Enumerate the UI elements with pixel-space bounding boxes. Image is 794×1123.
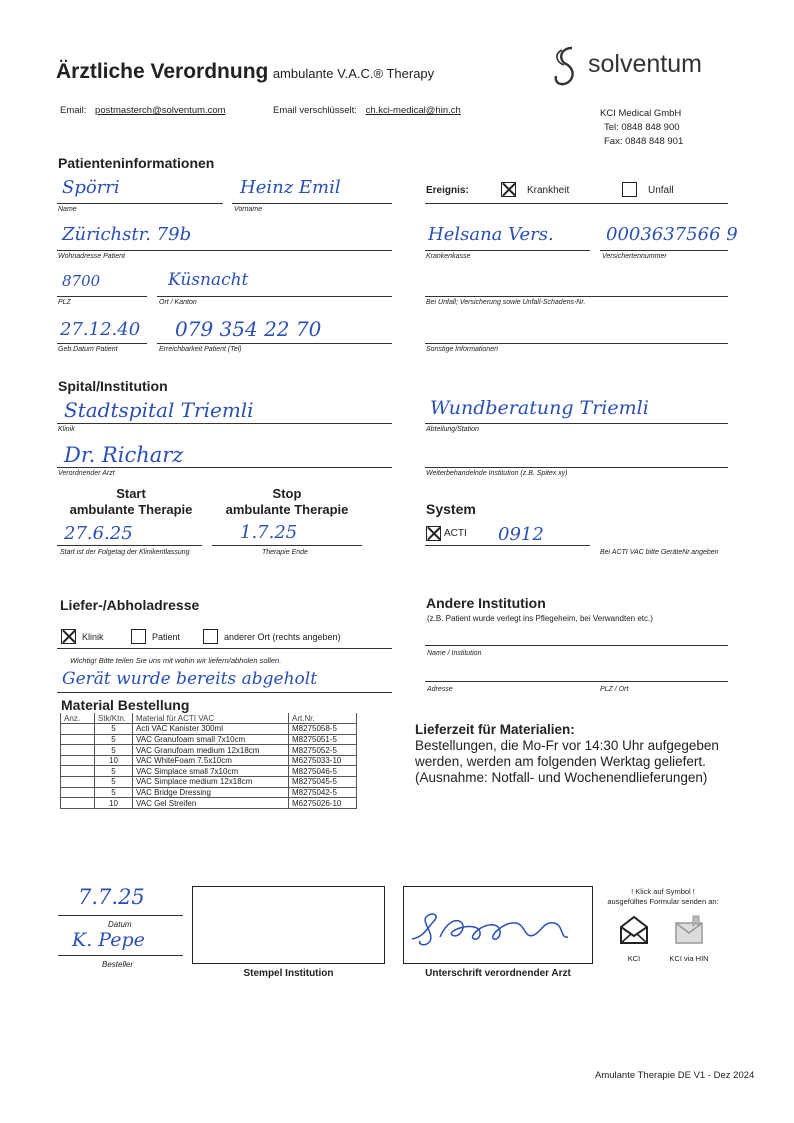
stop-date-value[interactable]: 1.7.25: [240, 522, 298, 543]
geburtsdatum-label: Geb.Datum Patient: [58, 346, 118, 353]
stop-note: Therapie Ende: [262, 549, 308, 556]
material-row: [61, 724, 357, 735]
material-column-header: Anz.: [61, 713, 95, 724]
stempel-label: Stempel Institution: [243, 968, 334, 979]
unfall-info-label: Bei Unfall; Versicherung sowie Unfall-Schadens-Nr.: [426, 299, 586, 306]
material-cell: 10: [95, 798, 133, 809]
start-date-value[interactable]: 27.6.25: [64, 523, 133, 544]
plz-label: PLZ: [58, 299, 71, 306]
material-cell: M8275051-5: [289, 734, 357, 745]
material-column-header: Material für ACTI VAC: [133, 713, 289, 724]
material-quantity-input[interactable]: [61, 766, 95, 777]
system-note: Bei ACTI VAC bitte GeräteNr.angeben: [600, 549, 719, 556]
material-quantity-input[interactable]: [61, 777, 95, 788]
klinik-label: Klinik: [58, 426, 75, 433]
solventum-s-icon: [552, 44, 582, 88]
material-cell: M8275045-5: [289, 777, 357, 788]
arzt-value[interactable]: Dr. Richarz: [64, 443, 184, 467]
material-row: [61, 755, 357, 766]
material-row: [61, 766, 357, 777]
unterschrift-box[interactable]: [403, 886, 593, 964]
material-cell: 5: [95, 766, 133, 777]
material-cell: Acti VAC Kanister 300ml: [133, 724, 289, 735]
name-label: Name: [58, 206, 77, 213]
form-subtitle: ambulante V.A.C.® Therapy: [272, 66, 435, 81]
material-row: [61, 745, 357, 756]
ereignis-label: Ereignis:: [426, 185, 469, 196]
system-heading: System: [426, 501, 476, 517]
arzt-label: Verordnender Arzt: [58, 470, 115, 477]
start-heading: Start ambulante Therapie: [69, 486, 193, 517]
material-cell: M6275033-10: [289, 755, 357, 766]
material-cell: VAC Simplace small 7x10cm: [133, 766, 289, 777]
material-table: [60, 713, 357, 809]
mail-icon: [618, 914, 650, 946]
start-note: Start ist der Folgetag der Klinikentlassung: [60, 549, 190, 556]
solventum-logo: [552, 44, 722, 90]
adresse-label: Adresse: [427, 686, 453, 693]
email-link[interactable]: postmasterch@solventum.com: [95, 105, 226, 116]
versichertennummer-label: Versichertennummer: [602, 253, 667, 260]
sonstige-label: Sonstige Informationen: [426, 346, 498, 353]
delivery-klinik-checkbox[interactable]: [61, 629, 76, 644]
delivery-klinik-label: Klinik: [82, 632, 104, 642]
patient-tel-label: Erreichbarkeit Patient (Tel): [159, 346, 242, 353]
delivery-heading: Liefer-/Abholadresse: [60, 597, 200, 613]
acti-label: ACTI: [444, 528, 467, 539]
email-row: Email: postmasterch@solventum.com: [60, 105, 226, 116]
page-title: [56, 60, 434, 84]
plz-value[interactable]: 8700: [62, 272, 101, 290]
krankenkasse-value[interactable]: Helsana Vers.: [428, 224, 554, 245]
material-cell: 5: [95, 745, 133, 756]
ort-label: Ort / Kanton: [159, 299, 197, 306]
patient-heading: Patienteninformationen: [58, 155, 215, 171]
material-cell: VAC Gel Streifen: [133, 798, 289, 809]
send-note: ! Klick auf Symbol ! ausgefülltes Formular senden an:: [607, 887, 719, 906]
patient-address-value[interactable]: Zürichstr. 79b: [62, 224, 192, 245]
stop-heading: Stop ambulante Therapie: [225, 486, 349, 517]
geburtsdatum-value[interactable]: 27.12.40: [60, 319, 141, 340]
delivery-handwritten-note[interactable]: Gerät wurde bereits abgeholt: [62, 669, 318, 689]
material-cell: M8275052-5: [289, 745, 357, 756]
patient-tel-value[interactable]: 079 354 22 70: [175, 317, 322, 341]
material-cell: M6275026-10: [289, 798, 357, 809]
material-quantity-input[interactable]: [61, 798, 95, 809]
datum-label: Datum: [108, 920, 132, 929]
material-column-header: Stk/Ktn.: [95, 713, 133, 724]
material-cell: VAC Simplace medium 12x18cm: [133, 777, 289, 788]
delivery-other-label: anderer Ort (rechts angeben): [224, 632, 341, 642]
abteilung-label: Abteilung/Station: [426, 426, 479, 433]
material-quantity-input[interactable]: [61, 734, 95, 745]
material-quantity-input[interactable]: [61, 755, 95, 766]
brand-name: solventum: [588, 50, 702, 78]
material-cell: 5: [95, 777, 133, 788]
material-cell: 10: [95, 755, 133, 766]
delivery-note: Wichtig! Bitte teilen Sie uns mit wohin wir liefern/abholen sollen.: [70, 656, 282, 665]
material-quantity-input[interactable]: [61, 745, 95, 756]
versichertennummer-value[interactable]: 0003637566 9: [606, 224, 738, 245]
klinik-value[interactable]: Stadtspital Triemli: [64, 398, 254, 422]
email-encrypted-row: Email verschlüsselt: ch.kci-medical@hin.ch: [273, 105, 461, 116]
unfall-checkbox[interactable]: [622, 182, 637, 197]
geraete-nr-value[interactable]: 0912: [498, 524, 544, 545]
form-title: Ärztliche Verordnung: [56, 60, 269, 83]
lieferzeit-block: Lieferzeit für Materialien: Bestellungen, die Mo-Fr vor 14:30 Uhr aufgegeben werden, werden am folgenden Werktag geliefert. (Ausnahme: Notfall- und Wochenendlieferungen): [415, 722, 719, 785]
patient-name-value[interactable]: Spörri: [62, 177, 120, 198]
mail-hin-icon: [673, 914, 705, 946]
material-row: [61, 787, 357, 798]
material-row: [61, 734, 357, 745]
besteller-label: Besteller: [102, 960, 134, 969]
krankheit-checkbox[interactable]: [501, 182, 516, 197]
email-encrypted-link[interactable]: ch.kci-medical@hin.ch: [365, 105, 461, 116]
krankenkasse-label: Krankenkasse: [426, 253, 471, 260]
unterschrift-label: Unterschrift verordnender Arzt: [425, 968, 571, 979]
datum-value[interactable]: 7.7.25: [78, 885, 145, 909]
kci-send-button[interactable]: [618, 914, 650, 946]
delivery-patient-label: Patient: [152, 632, 181, 642]
material-heading: Material Bestellung: [61, 697, 190, 713]
acti-checkbox[interactable]: [426, 526, 441, 541]
material-cell: 5: [95, 787, 133, 798]
vorname-label: Vorname: [234, 206, 263, 213]
material-cell: VAC Granufoam small 7x10cm: [133, 734, 289, 745]
footer-version: Amulante Therapie DE V1 - Dez 2024: [595, 1070, 755, 1081]
patient-vorname-value[interactable]: Heinz Emil: [240, 177, 341, 198]
material-quantity-input[interactable]: [61, 724, 95, 735]
stempel-box[interactable]: [192, 886, 385, 964]
material-cell: 5: [95, 724, 133, 735]
kci-hin-send-label: KCI via HIN: [669, 954, 709, 963]
ort-value[interactable]: Küsnacht: [168, 270, 249, 290]
material-cell: VAC Granufoam medium 12x18cm: [133, 745, 289, 756]
company-contact: KCI Medical GmbH Tel: 0848 848 900 Fax: 0848 848 901: [600, 108, 684, 147]
doctor-signature-icon: [404, 887, 594, 965]
unfall-label: Unfall: [648, 185, 674, 196]
kci-hin-send-button[interactable]: [673, 914, 705, 946]
material-cell: M8275046-5: [289, 766, 357, 777]
material-quantity-input[interactable]: [61, 787, 95, 798]
name-institution-label: Name / Institution: [427, 650, 482, 657]
material-cell: VAC WhiteFoam 7.5x10cm: [133, 755, 289, 766]
abteilung-value[interactable]: Wundberatung Triemli: [430, 397, 649, 419]
address-label: Wohnadresse Patient: [58, 253, 125, 260]
delivery-other-checkbox[interactable]: [203, 629, 218, 644]
kci-send-label: KCI: [627, 954, 641, 963]
material-column-header: Art.Nr.: [289, 713, 357, 724]
krankheit-label: Krankheit: [527, 185, 570, 196]
plz-ort-label: PLZ / Ort: [600, 686, 629, 693]
weiterbehandelnde-label: Weiterbehandelnde Institution (z.B. Spitex xy): [426, 470, 568, 477]
besteller-value[interactable]: K. Pepe: [72, 929, 145, 951]
material-cell: 5: [95, 734, 133, 745]
lieferzeit-heading: Lieferzeit für Materialien:: [415, 722, 575, 737]
delivery-patient-checkbox[interactable]: [131, 629, 146, 644]
institution-heading: Spital/Institution: [58, 378, 168, 394]
material-cell: M8275042-5: [289, 787, 357, 798]
material-cell: M8275058-5: [289, 724, 357, 735]
andere-institution-note: (z.B. Patient wurde verlegt ins Pflegeheim, bei Verwandten etc.): [427, 614, 653, 623]
material-row: [61, 798, 357, 809]
material-cell: VAC Bridge Dressing: [133, 787, 289, 798]
andere-institution-heading: Andere Institution: [426, 595, 546, 611]
material-row: [61, 777, 357, 788]
